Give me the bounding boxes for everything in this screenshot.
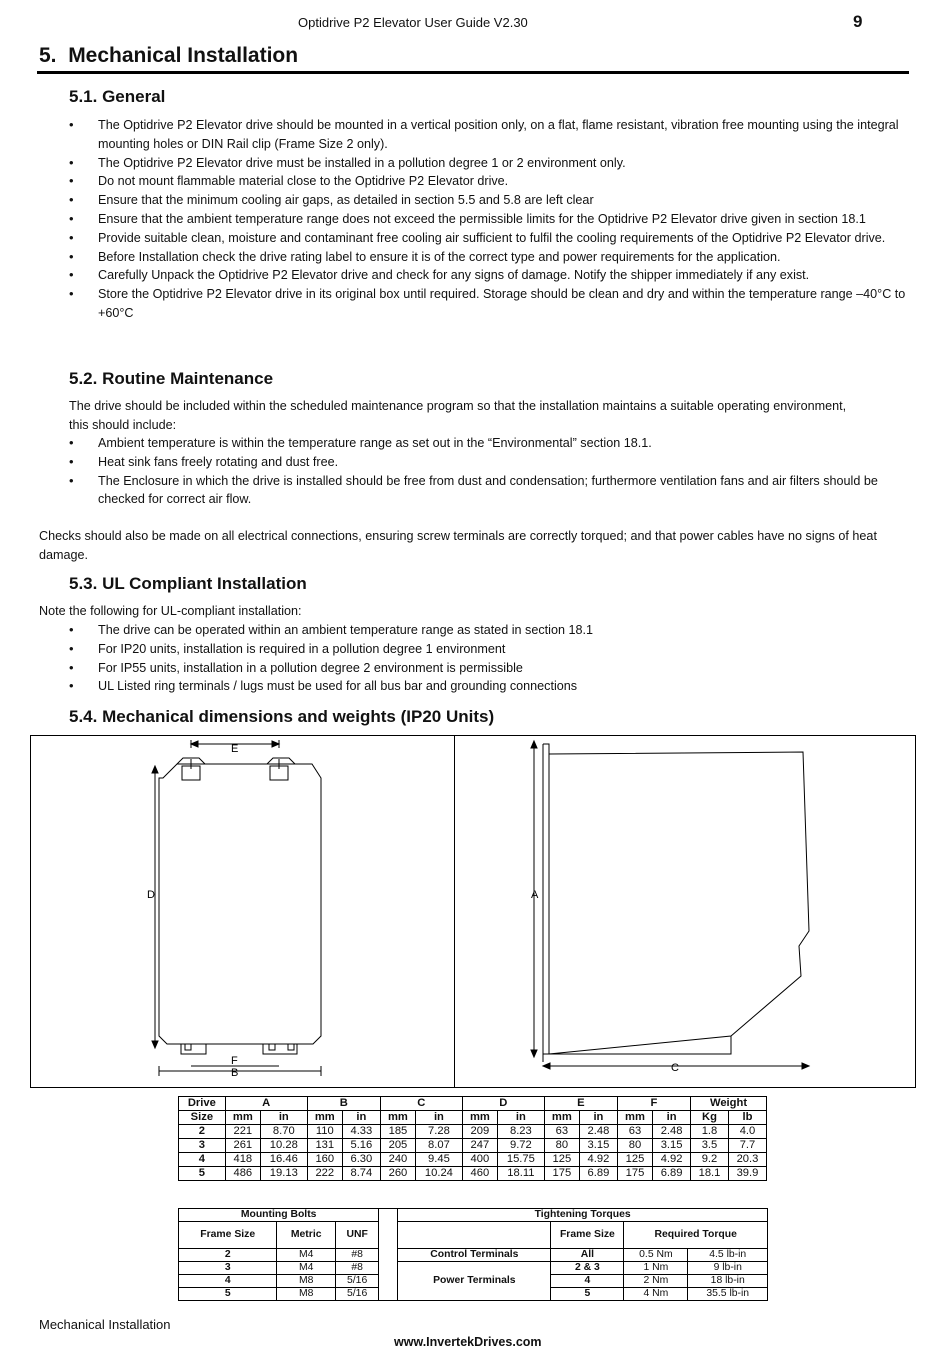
drive-outline-drawings [31,736,915,1087]
ul-intro: Note the following for UL-compliant installation: [39,604,302,618]
maintenance-note: Checks should also be made on all electrical connections, ensuring screw terminals are correctly torqued; and that power cables have no signs of heat damage. [39,529,877,562]
table-cell: 185 [380,1125,415,1139]
ul-bullet: • UL Listed ring terminals / lugs must be used for all bus bar and grounding connections [69,677,909,696]
table-cell: 2.48 [653,1125,691,1139]
table-cell: 9.45 [416,1153,463,1167]
table-cell: Power Terminals [398,1262,551,1301]
section-dimensions-heading: 5.4. Mechanical dimensions and weights (IP20 Units) [69,707,495,726]
table-header-cell: Weight [691,1097,767,1111]
table-header-cell: D [462,1097,544,1111]
table-cell: 80 [544,1139,579,1153]
table-cell: 261 [225,1139,260,1153]
table-header-cell: mm [307,1111,342,1125]
table-cell: M4 [277,1249,336,1262]
table-header-row [179,1222,768,1249]
table-row [179,1249,768,1262]
table-cell: Control Terminals [398,1249,551,1262]
ul-bullet: • The drive can be operated within an ambient temperature range as stated in section 18.1 [69,621,909,640]
table-header-cell: in [653,1111,691,1125]
table-cell: 3.15 [653,1139,691,1153]
table-cell: 6.89 [653,1167,691,1181]
table-cell: 39.9 [728,1167,766,1181]
table-header-cell: mm [617,1111,652,1125]
table-cell: 5 [179,1288,277,1301]
front-view-drawing [152,740,321,1076]
table-header-cell: E [544,1097,617,1111]
table-header-row [179,1111,767,1125]
maintenance-intro: The drive should be included within the scheduled maintenance program so that the installation maintains a suitable operating environment, this should include: [69,399,847,432]
table-cell: #8 [335,1249,378,1262]
footer-website-link[interactable]: www.InvertekDrives.com [394,1335,542,1349]
table-cell: 20.3 [728,1153,766,1167]
table-cell: 4 Nm [624,1288,688,1301]
table-cell: 5 [179,1167,226,1181]
table-cell: 4 [551,1275,624,1288]
table-cell: 5/16 [335,1288,378,1301]
table-cell: 2 [179,1249,277,1262]
table-cell: 175 [544,1167,579,1181]
table-cell: 2 [179,1125,226,1139]
maintenance-bullet: • Ambient temperature is within the temperature range as set out in the “Environmental” section 18.1. [69,434,909,453]
table-header-cell: Required Torque [624,1222,768,1249]
table-header-cell: in [260,1111,307,1125]
bolts-torques-table [178,1208,768,1301]
table-cell: 18 lb-in [688,1275,768,1288]
dimension-drawing [30,735,916,1088]
table-cell: 18.11 [498,1167,545,1181]
table-cell: 9.2 [691,1153,729,1167]
table-cell: 0.5 Nm [624,1249,688,1262]
table-cell: 260 [380,1167,415,1181]
table-header-cell: Drive [179,1097,226,1111]
table-cell: 209 [462,1125,497,1139]
table-cell: 63 [544,1125,579,1139]
table-row [179,1262,768,1275]
table-cell: 80 [617,1139,652,1153]
table-header-cell: lb [728,1111,766,1125]
table-header-cell: UNF [335,1222,378,1249]
table-header-cell: F [617,1097,690,1111]
table-cell: 418 [225,1153,260,1167]
general-bullet-list [69,116,909,323]
footer-section-label: Mechanical Installation [39,1317,171,1332]
table-row [179,1167,767,1181]
table-cell: 5 [551,1288,624,1301]
label-a: A [531,889,539,901]
table-header-row [179,1097,767,1111]
table-header-cell: mm [462,1111,497,1125]
table-cell: 8.70 [260,1125,307,1139]
table-cell: 8.23 [498,1125,545,1139]
table-cell: 8.74 [342,1167,380,1181]
table-cell: 222 [307,1167,342,1181]
table-header-cell: B [307,1097,380,1111]
table-cell: 240 [380,1153,415,1167]
chapter-rule [37,71,909,74]
table-cell: 205 [380,1139,415,1153]
table-cell: 3 [179,1139,226,1153]
maintenance-bullet: • Heat sink fans freely rotating and dust free. [69,453,909,472]
maintenance-bullet: • The Enclosure in which the drive is installed should be free from dust and condensation; furthermore ventilation fans and air filters should be checked for correct air flow. [69,472,909,510]
table-cell: 221 [225,1125,260,1139]
table-header-cell: Metric [277,1222,336,1249]
table-header-cell: Frame Size [551,1222,624,1249]
table-cell: 3.15 [579,1139,617,1153]
table-cell: 2.48 [579,1125,617,1139]
table-cell: 16.46 [260,1153,307,1167]
general-bullet: • Carefully Unpack the Optidrive P2 Elevator drive and check for any signs of damage. Notify the shipper immediately if any exist. [69,266,909,285]
table-cell: 10.24 [416,1167,463,1181]
section-general-heading: 5.1. General [69,87,166,106]
table-cell: M8 [277,1288,336,1301]
table-cell: 125 [617,1153,652,1167]
dimensions-table [178,1096,767,1181]
general-bullet: • The Optidrive P2 Elevator drive should be mounted in a vertical position only, on a flat, flame resistant, vibration free mounting using the integral mounting holes or DIN Rail clip (Frame Size 2 only). [69,116,909,154]
general-bullet: • Ensure that the ambient temperature range does not exceed the permissible limits for the Optidrive P2 Elevator drive given in section 18.1 [69,210,909,229]
page-number: 9 [853,12,863,31]
table-header-cell: in [342,1111,380,1125]
table-cell: 18.1 [691,1167,729,1181]
table-header-cell [398,1222,551,1249]
table-cell: 4.92 [579,1153,617,1167]
table-row [179,1125,767,1139]
table-cell: M8 [277,1275,336,1288]
table-cell: 6.89 [579,1167,617,1181]
table-header-cell: mm [544,1111,579,1125]
table-cell: 4.0 [728,1125,766,1139]
table-cell: 35.5 lb-in [688,1288,768,1301]
table-cell: 1 Nm [624,1262,688,1275]
table-cell: 460 [462,1167,497,1181]
chapter-title: Mechanical Installation [68,44,299,67]
label-d: D [147,889,155,901]
label-f: F [231,1055,238,1067]
maintenance-bullet-list [69,434,909,509]
table-cell: 3.5 [691,1139,729,1153]
table-cell: 15.75 [498,1153,545,1167]
table-row [179,1153,767,1167]
table-cell: 160 [307,1153,342,1167]
ul-bullet: • For IP55 units, installation in a pollution degree 2 environment is permissible [69,659,909,678]
table-cell: 63 [617,1125,652,1139]
label-e: E [231,743,239,755]
table-cell: 5.16 [342,1139,380,1153]
table-cell: 7.28 [416,1125,463,1139]
table-header-cell: in [498,1111,545,1125]
table-cell: 110 [307,1125,342,1139]
table-cell: 9 lb-in [688,1262,768,1275]
table-cell: 3 [179,1262,277,1275]
chapter-heading [39,44,298,68]
table-cell: #8 [335,1262,378,1275]
table-header-cell: C [380,1097,462,1111]
table-header-cell: A [225,1097,307,1111]
table-cell: 4.92 [653,1153,691,1167]
table-cell: 486 [225,1167,260,1181]
table-header-cell: mm [380,1111,415,1125]
side-view-drawing [531,741,809,1069]
general-bullet: • Ensure that the minimum cooling air gaps, as detailed in section 5.5 and 5.8 are left clear [69,191,909,210]
table-cell: 125 [544,1153,579,1167]
table-cell: 400 [462,1153,497,1167]
table-header-cell: Size [179,1111,226,1125]
table-header-row [179,1209,768,1222]
label-b: B [231,1067,239,1079]
section-ul-heading: 5.3. UL Compliant Installation [69,574,307,593]
table-cell: 2 Nm [624,1275,688,1288]
table-cell: 4 [179,1153,226,1167]
table-cell: 7.7 [728,1139,766,1153]
table-header-cell: Kg [691,1111,729,1125]
table-header-cell: Mounting Bolts [179,1209,379,1222]
table-header-cell: Frame Size [179,1222,277,1249]
general-bullet: • Provide suitable clean, moisture and contaminant free cooling air sufficient to fulfil the cooling requirements of the Optidrive P2 Elevator drive. [69,229,909,248]
chapter-number: 5. [39,44,57,67]
table-cell: All [551,1249,624,1262]
table-cell: 1.8 [691,1125,729,1139]
label-c: C [671,1062,679,1074]
ul-bullet-list [69,621,909,696]
table-spacer [379,1209,398,1301]
table-cell: 175 [617,1167,652,1181]
table-cell: 131 [307,1139,342,1153]
table-header-cell: in [416,1111,463,1125]
general-bullet: • The Optidrive P2 Elevator drive must be installed in a pollution degree 1 or 2 environment only. [69,154,909,173]
table-row [179,1139,767,1153]
table-cell: 5/16 [335,1275,378,1288]
table-header-cell: in [579,1111,617,1125]
document-title: Optidrive P2 Elevator User Guide V2.30 [298,15,528,30]
table-header-cell: Tightening Torques [398,1209,768,1222]
table-cell: 4.5 lb-in [688,1249,768,1262]
table-cell: 247 [462,1139,497,1153]
general-bullet: • Store the Optidrive P2 Elevator drive in its original box until required. Storage should be clean and dry and within the temperature range –40°C to +60°C [69,285,909,323]
table-cell: 19.13 [260,1167,307,1181]
section-maintenance-heading: 5.2. Routine Maintenance [69,369,274,388]
table-cell: 9.72 [498,1139,545,1153]
table-header-cell: mm [225,1111,260,1125]
table-cell: M4 [277,1262,336,1275]
table-cell: 2 & 3 [551,1262,624,1275]
table-cell: 8.07 [416,1139,463,1153]
ul-bullet: • For IP20 units, installation is required in a pollution degree 1 environment [69,640,909,659]
general-bullet: • Do not mount flammable material close to the Optidrive P2 Elevator drive. [69,172,909,191]
table-cell: 4 [179,1275,277,1288]
table-cell: 10.28 [260,1139,307,1153]
table-cell: 4.33 [342,1125,380,1139]
table-cell: 6.30 [342,1153,380,1167]
general-bullet: • Before Installation check the drive rating label to ensure it is of the correct type and power requirements for the application. [69,248,909,267]
